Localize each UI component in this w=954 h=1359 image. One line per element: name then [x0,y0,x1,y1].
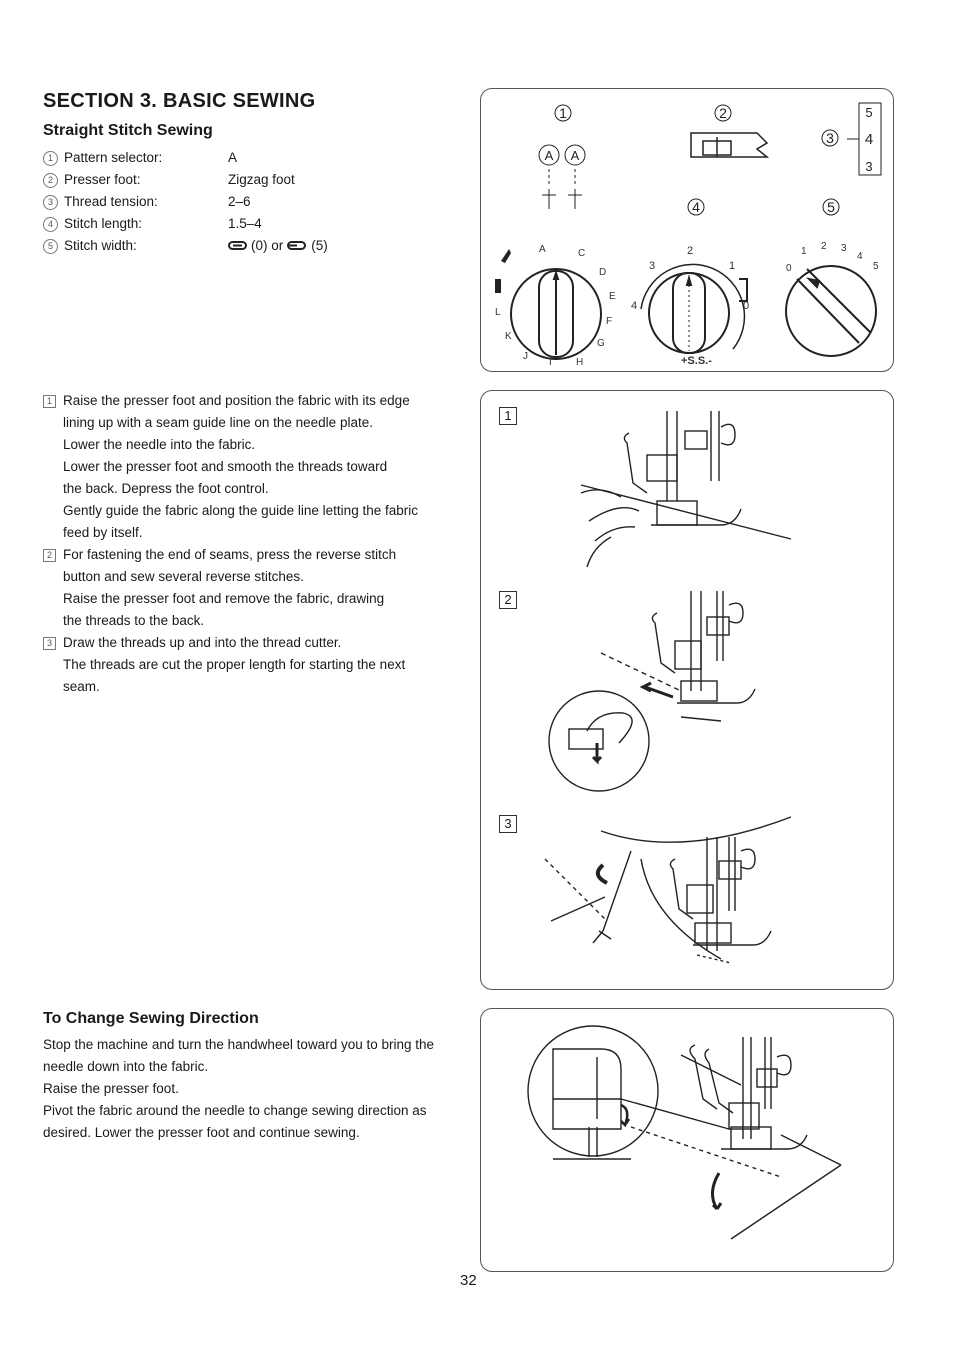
setting-value: 1.5–4 [228,216,262,231]
setting-row [43,169,328,191]
change-direction-text [43,1034,434,1144]
settings-figure [481,89,893,371]
svg-text:D: D [599,267,607,278]
text-line: Pivot the fabric around the needle to change sewing direction as [43,1103,427,1118]
svg-text:0: 0 [743,300,750,312]
straight-stitch-title: Straight Stitch Sewing [43,122,213,139]
callout-number: 2 [43,173,58,188]
text-line: desired. Lower the presser foot and continue sewing. [43,1125,360,1140]
section-title: SECTION 3. BASIC SEWING [43,90,316,112]
step-line: Gently guide the fabric along the guide line letting the fabric [63,503,418,518]
presser-foot-illustration-3 [545,817,791,963]
stitch-length-dial [641,264,750,353]
tension-mark: 3 [865,159,873,174]
callout-number: 3 [43,195,58,210]
setting-value-alt: (5) [311,238,328,253]
svg-text:2: 2 [821,241,827,252]
tension-mark: 5 [865,105,873,120]
svg-text:4: 4 [857,251,863,262]
figure-label-3: 3 [499,815,517,833]
svg-text:J: J [523,351,528,362]
page-number: 32 [460,1272,477,1289]
width-dial-marks [786,241,879,274]
svg-text:2: 2 [687,245,694,257]
svg-text:A: A [570,148,580,163]
svg-text:1: 1 [801,246,807,257]
svg-text:5: 5 [873,261,879,272]
step-marker: 1 [43,395,56,408]
settings-figure-panel [480,88,894,372]
text-line: Stop the machine and turn the handwheel toward you to bring the [43,1037,435,1052]
settings-list [43,147,328,257]
presser-foot-illustration-1 [581,411,791,567]
steps-illustrations [481,391,893,989]
step-line: Draw the threads up and into the thread cutter. [63,635,342,650]
step-3 [43,632,463,698]
callout-2: 2 [719,105,727,121]
pattern-dial [511,269,601,359]
steps-figure-panel [480,390,894,990]
figure-label-2: 2 [499,591,517,609]
decorative-stitch-symbols-icon [495,249,511,293]
setting-label: Pattern selector: [64,150,163,165]
step-line: button and sew several reverse stitches. [63,569,304,584]
step-line: The threads are cut the proper length for starting the next [63,657,406,672]
callout-number: 4 [43,217,58,232]
svg-text:G: G [597,338,605,349]
stitch-width-dial [786,266,876,356]
svg-text:+S.S.-: +S.S.- [681,355,712,367]
svg-text:K: K [505,331,512,342]
step-line: seam. [63,679,100,694]
step-line: For fastening the end of seams, press the reverse stitch [63,547,397,562]
svg-text:3: 3 [649,260,656,272]
text-line: Raise the presser foot. [43,1081,179,1096]
step-line: Lower the needle into the fabric. [63,437,256,452]
callout-5: 5 [827,199,835,215]
callout-4: 4 [692,199,700,215]
steps-list [43,390,463,698]
svg-text:1: 1 [729,260,736,272]
svg-text:3: 3 [841,243,847,254]
step-line: feed by itself. [63,525,143,540]
change-direction-illustration [481,1009,893,1271]
stitch-width-0-icon [228,241,248,251]
svg-text:A: A [539,244,546,255]
callout-3: 3 [826,130,834,146]
change-direction-title: To Change Sewing Direction [43,1010,259,1027]
step-line: Raise the presser foot and remove the fabric, drawing [63,591,385,606]
setting-row [43,191,328,213]
callout-number: 1 [43,151,58,166]
setting-label: Stitch length: [64,216,143,231]
change-direction-panel [480,1008,894,1272]
setting-label: Stitch width: [64,238,137,253]
svg-text:4: 4 [631,300,638,312]
step-line: the threads to the back. [63,613,205,628]
stitch-width-5-icon [287,241,307,251]
svg-text:E: E [609,291,616,302]
step-line: lining up with a seam guide line on the needle plate. [63,415,373,430]
tension-mark: 4 [864,131,874,148]
step-1 [43,390,463,544]
step-line: the back. Depress the foot control. [63,481,269,496]
tension-scale-icon [847,103,881,175]
step-2 [43,544,463,632]
svg-text:L: L [495,307,501,318]
svg-text:I: I [549,357,552,368]
step-marker: 2 [43,549,56,562]
setting-row [43,147,328,169]
setting-value: A [228,150,238,165]
figure-label-1: 1 [499,407,517,425]
setting-row [43,213,328,235]
step-line: Raise the presser foot and position the fabric with its edge [63,393,410,408]
svg-text:A: A [544,148,554,163]
step-line: Lower the presser foot and smooth the threads toward [63,459,388,474]
svg-text:F: F [606,316,613,327]
setting-label: Thread tension: [64,194,158,209]
zigzag-foot-icon [691,133,767,157]
text-line: needle down into the fabric. [43,1059,209,1074]
svg-text:C: C [578,248,586,259]
setting-value: 2–6 [228,194,251,209]
setting-row [43,235,328,257]
presser-foot-illustration-2 [549,591,755,791]
setting-label: Presser foot: [64,172,141,187]
step-marker: 3 [43,637,56,650]
setting-value: (0) or [251,238,284,253]
callout-1: 1 [559,105,567,121]
pattern-a-symbol [539,145,585,209]
setting-value: Zigzag foot [228,172,295,187]
svg-text:H: H [576,357,584,368]
svg-text:0: 0 [786,263,792,274]
callout-number: 5 [43,239,58,254]
